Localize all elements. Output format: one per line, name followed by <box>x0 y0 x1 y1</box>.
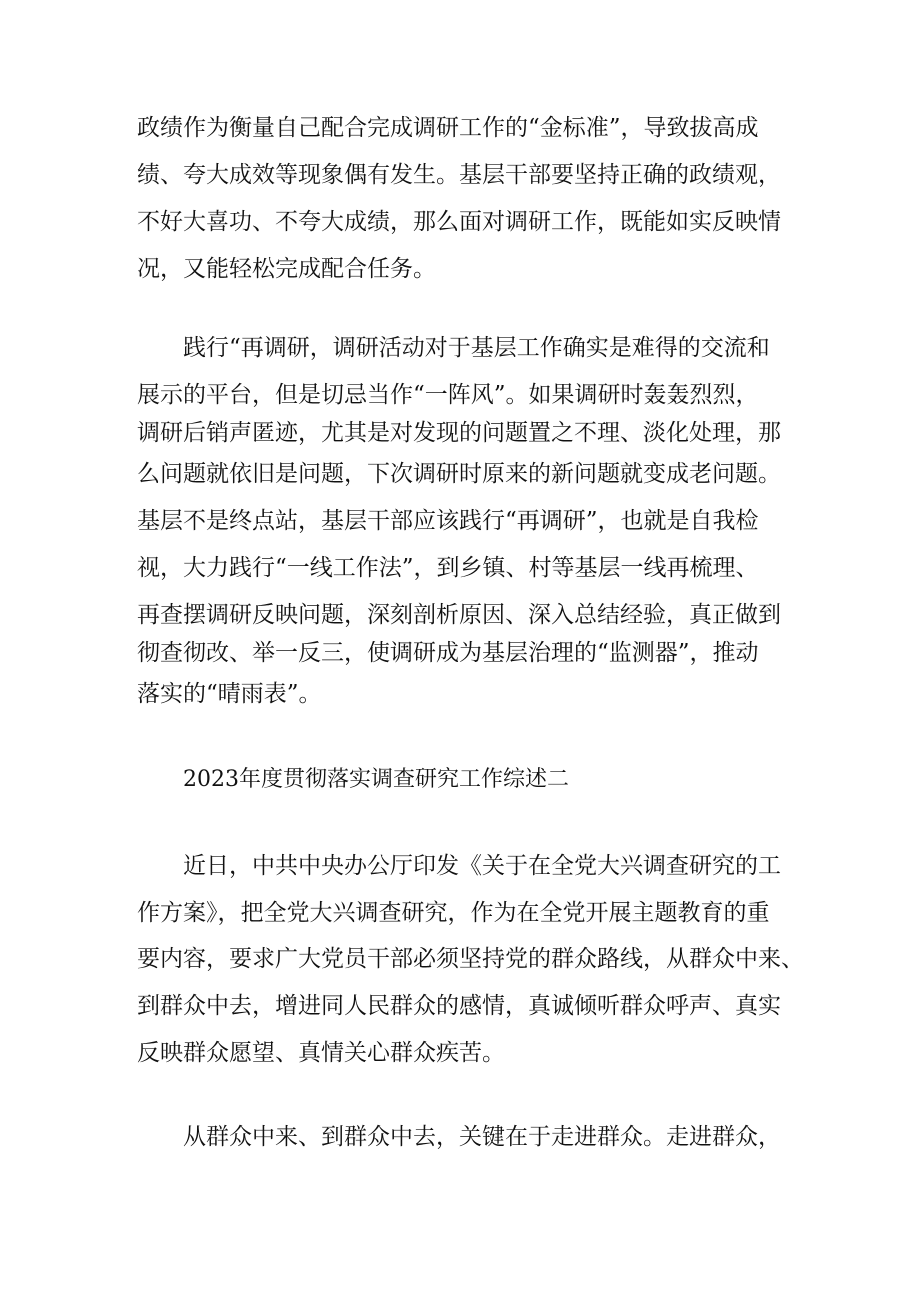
text-line: 政绩作为衡量自己配合完成调研工作的“金标准”，导致拔高成 <box>137 115 759 141</box>
text-line: 反映群众愿望、真情关心群众疾苦。 <box>137 1040 505 1066</box>
text-line: 展示的平台，但是切忌当作“一阵风”。如果调研时轰轰烈烈， <box>137 382 759 408</box>
text-line: 况，又能轻松完成配合任务。 <box>137 256 436 282</box>
text-line: 践行“再调研，调研活动对于基层工作确实是难得的交流和 <box>183 335 770 361</box>
text-line: 不好大喜功、不夸大成绩，那么面对调研工作，既能如实反映情 <box>137 209 781 235</box>
text-line: 落实的“晴雨表”。 <box>137 681 322 707</box>
text-line: 基层不是终点站，基层干部应该践行“再调研”，也就是自我检 <box>137 508 759 534</box>
text-line: 近日，中共中央办公厅印发《关于在全党大兴调查研究的工 <box>183 853 781 879</box>
section-heading: 2023年度贯彻落实调查研究工作综述二 <box>183 767 569 792</box>
text-line: 调研后销声匿迹，尤其是对发现的问题置之不理、淡化处理，那 <box>137 420 781 446</box>
text-line: 么问题就依旧是问题，下次调研时原来的新问题就变成老问题。 <box>137 461 781 487</box>
text-line: 视，大力践行“一线工作法”，到乡镇、村等基层一线再梳理、 <box>137 555 759 581</box>
text-line: 再查摆调研反映问题，深刻剖析原因、深入总结经验，真正做到 <box>137 602 781 628</box>
text-line: 彻查彻改、举一反三，使调研成为基层治理的“监测器”，推动 <box>137 640 759 666</box>
text-line: 从群众中来、到群众中去，关键在于走进群众。走进群众， <box>183 1124 781 1150</box>
text-line: 作方案》，把全党大兴调查研究，作为在全党开展主题教育的重 <box>137 900 770 926</box>
text-line: 到群众中去，增进同人民群众的感情，真诚倾听群众呼声、真实 <box>137 993 781 1019</box>
text-line: 绩、夸大成效等现象偶有发生。基层干部要坚持正确的政绩观， <box>137 162 781 188</box>
text-line: 要内容，要求广大党员干部必须坚持党的群众路线，从群众中来、 <box>137 946 804 972</box>
